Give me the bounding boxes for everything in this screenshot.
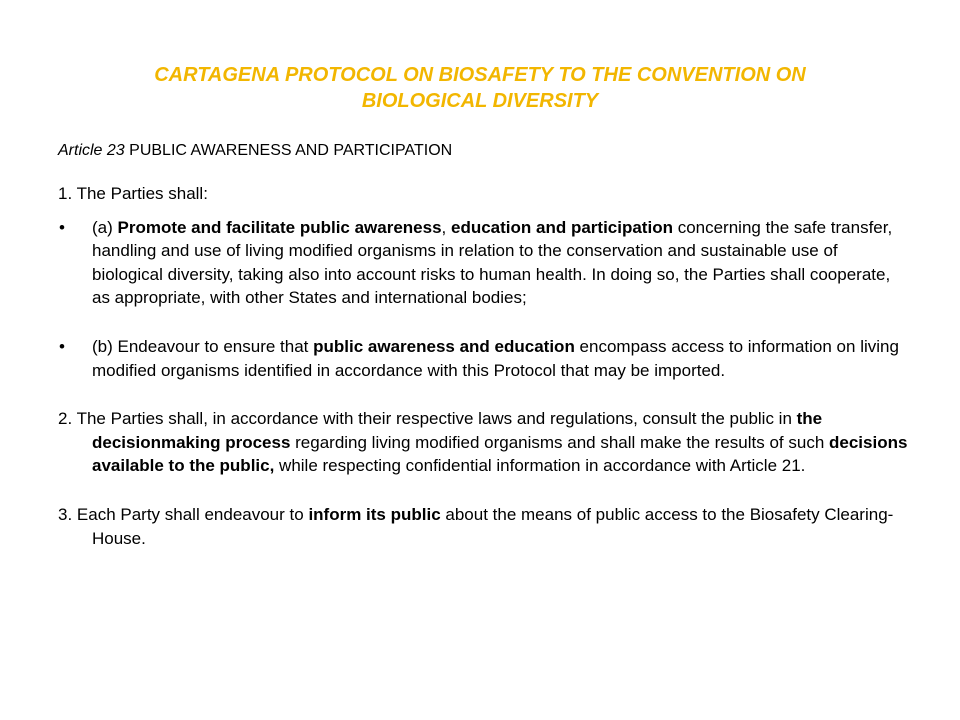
bullet-b-bold-1: public awareness and education	[313, 336, 575, 356]
slide-title	[60, 62, 900, 114]
bullet-b-text-2: encompass access to information on living modified organisms identified in accordance with this Protocol that may be imported.	[92, 336, 899, 380]
paragraph-2-text-2: regarding living modified organisms and shall make the results of such	[290, 432, 830, 452]
bullet-a-bold-2: education and participation	[451, 217, 673, 237]
paragraph-1-lead: 1. The Parties shall:	[58, 184, 208, 203]
paragraph-3-text-1: 3. Each Party shall endeavour to	[58, 504, 309, 524]
bullet-b-text-1: (b) Endeavour to ensure that	[92, 336, 314, 356]
slide-title-line-1: CARTAGENA PROTOCOL ON BIOSAFETY TO THE CONVENTION ON	[154, 64, 806, 86]
bullet-a-text-3: concerning the safe transfer, handling and use of living modified organisms in relation to the conservation and sustainable use of biological diversity, taking also into account risks to human health. In doing so, the Parties shall cooperate, as appropriate, with other States and international bodies;	[92, 217, 893, 308]
paragraph-2-bold-1: the decisionmaking process	[92, 409, 823, 452]
bullet-a-bold-1: Promote and facilitate public awareness	[117, 217, 442, 237]
bullet-item-b	[58, 335, 908, 382]
paragraph-3-text-2: about the means of public access to the Biosafety Clearing- House.	[92, 504, 894, 548]
bullet-a-text-1: (a)	[92, 217, 118, 237]
bullet-item-a	[58, 216, 908, 310]
article-heading	[58, 140, 908, 162]
article-title: PUBLIC AWARENESS AND PARTICIPATION	[129, 142, 453, 159]
paragraph-2-bold-2: decisions available to the public,	[92, 432, 908, 476]
paragraph-2-text-3: while respecting confidential information in accordance with Article 21.	[274, 456, 806, 476]
slide-title-line-2: BIOLOGICAL DIVERSITY	[361, 90, 599, 112]
paragraph-2-text-1: 2. The Parties shall, in accordance with their respective laws and regulations, consult the public in	[58, 409, 797, 429]
paragraph-2	[58, 407, 908, 478]
bullet-marker: •	[59, 217, 65, 237]
article-number: Article 23	[58, 142, 125, 159]
bullet-marker: •	[59, 336, 65, 356]
bullet-a-text-2: ,	[441, 217, 451, 237]
paragraph-3-bold-1: inform its public	[308, 504, 441, 524]
paragraph-3	[58, 503, 908, 550]
slide-body	[58, 140, 908, 550]
